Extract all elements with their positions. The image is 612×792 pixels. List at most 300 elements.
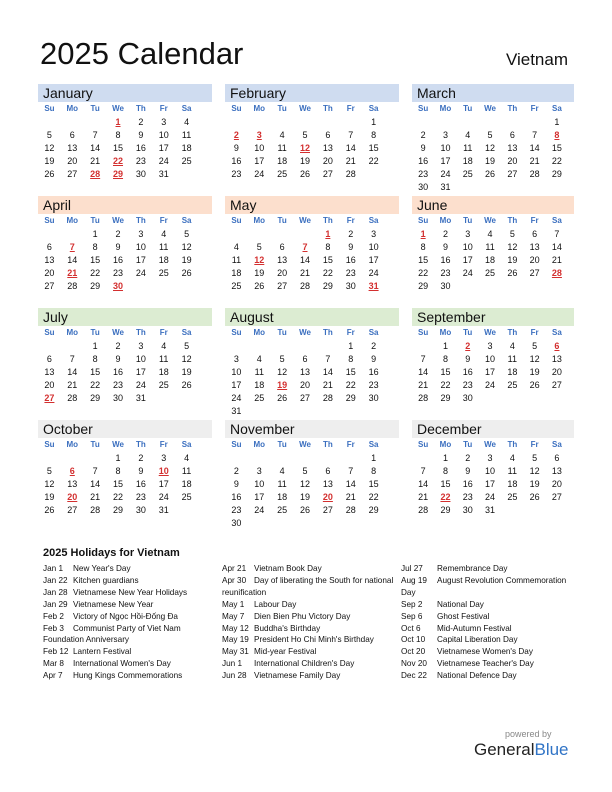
day-cell: 3	[138, 341, 144, 351]
day-cell: 3	[487, 453, 493, 463]
day-cell: 7	[420, 466, 426, 476]
empty-cell	[412, 452, 434, 465]
month-april	[38, 196, 212, 308]
empty-cell	[479, 392, 501, 405]
day-cell: 1	[371, 117, 377, 127]
day-cell: 2	[465, 341, 471, 351]
holiday-item	[222, 623, 397, 635]
day-cell: 15	[418, 255, 429, 265]
day-cell: 29	[418, 281, 429, 291]
day-cell: 3	[161, 453, 167, 463]
day-cell: 27	[44, 393, 55, 403]
day-cell: 20	[300, 380, 311, 390]
day-cell: 28	[418, 505, 429, 515]
day-cell: 29	[368, 505, 379, 515]
day-cell: 21	[529, 156, 540, 166]
weekday-label: Th	[507, 440, 518, 449]
weekday-header	[38, 438, 212, 452]
empty-cell	[316, 517, 339, 530]
day-cell: 28	[67, 393, 78, 403]
month-march	[412, 84, 574, 196]
day-cell: 16	[135, 143, 146, 153]
empty-cell	[61, 452, 84, 465]
weekday-header	[225, 326, 399, 340]
empty-cell	[523, 392, 545, 405]
day-cell: 14	[90, 479, 101, 489]
empty-cell	[316, 452, 339, 465]
day-cell: 28	[300, 281, 311, 291]
empty-cell	[434, 116, 456, 129]
empty-cell	[38, 340, 61, 353]
day-cell: 27	[551, 492, 562, 502]
weekday-label: We	[484, 216, 496, 225]
day-cell: 19	[529, 367, 540, 377]
day-cell: 18	[485, 255, 496, 265]
empty-cell	[271, 340, 294, 353]
day-cell: 7	[92, 466, 98, 476]
day-cell: 4	[279, 466, 285, 476]
week-row	[38, 254, 212, 267]
weekday-label: Sa	[181, 104, 192, 113]
empty-cell	[412, 340, 434, 353]
day-cell: 7	[69, 354, 75, 364]
holiday-item	[222, 670, 397, 682]
weekday-label: Mo	[253, 216, 266, 225]
day-cell: 5	[184, 229, 190, 239]
day-cell: 25	[485, 268, 496, 278]
week-row	[38, 241, 212, 254]
holiday-name: Victory of Ngọc Hồi-Đống Đa	[73, 611, 178, 621]
day-cell: 6	[532, 229, 538, 239]
day-cell: 26	[529, 380, 540, 390]
day-cell: 2	[465, 453, 471, 463]
day-cell: 12	[254, 255, 265, 265]
day-cell: 25	[507, 492, 518, 502]
day-cell: 25	[462, 169, 473, 179]
day-cell: 24	[135, 380, 146, 390]
weekday-label: Su	[231, 328, 242, 337]
holiday-date: Sep 6	[401, 611, 423, 621]
day-cell: 5	[46, 130, 52, 140]
day-cell: 14	[345, 479, 356, 489]
day-cell: 8	[371, 466, 377, 476]
day-cell: 28	[322, 393, 333, 403]
day-cell: 3	[465, 229, 471, 239]
weekday-label: Th	[135, 328, 146, 337]
empty-cell	[339, 517, 362, 530]
day-cell: 16	[231, 156, 242, 166]
day-cell: 23	[113, 268, 124, 278]
holiday-item	[401, 599, 571, 611]
day-cell: 17	[254, 492, 265, 502]
day-cell: 30	[368, 393, 379, 403]
empty-cell	[271, 228, 294, 241]
day-cell: 11	[231, 255, 242, 265]
empty-cell	[38, 452, 61, 465]
holiday-name: Vietnamese Family Day	[254, 671, 341, 681]
day-cell: 5	[256, 242, 262, 252]
empty-cell	[294, 405, 317, 418]
holiday-date: Oct 6	[401, 623, 421, 633]
weekday-label: We	[112, 216, 124, 225]
empty-cell	[38, 228, 61, 241]
day-cell: 2	[233, 466, 239, 476]
day-cell: 7	[554, 229, 560, 239]
empty-cell	[175, 168, 198, 181]
week-row	[225, 168, 399, 181]
day-cell: 3	[138, 229, 144, 239]
day-cell: 3	[487, 341, 493, 351]
day-cell: 26	[277, 393, 288, 403]
holiday-date: Apr 21	[222, 564, 247, 573]
week-row	[412, 129, 574, 142]
weekday-label: Th	[322, 216, 333, 225]
empty-cell	[225, 116, 248, 129]
holiday-item	[43, 670, 218, 682]
day-cell: 6	[69, 130, 75, 140]
day-cell: 6	[279, 242, 285, 252]
day-cell: 13	[44, 367, 55, 377]
day-cell: 4	[465, 130, 471, 140]
weekday-label: Su	[231, 440, 242, 449]
holiday-date: Apr 7	[43, 671, 63, 681]
week-row	[38, 392, 212, 405]
day-cell: 13	[67, 479, 78, 489]
empty-cell	[316, 340, 339, 353]
day-cell: 22	[113, 492, 124, 502]
empty-cell	[248, 405, 271, 418]
day-cell: 27	[529, 268, 540, 278]
weekday-label: We	[484, 328, 496, 337]
day-cell: 14	[551, 242, 562, 252]
day-cell: 5	[302, 466, 308, 476]
powered-by-label: powered by	[505, 729, 552, 739]
holiday-name: Ghost Festival	[437, 611, 490, 621]
week-row	[225, 517, 399, 530]
day-cell: 12	[485, 143, 496, 153]
day-cell: 21	[322, 380, 333, 390]
day-cell: 28	[90, 505, 101, 515]
day-cell: 9	[371, 354, 377, 364]
day-cell: 20	[551, 479, 562, 489]
holiday-item	[401, 658, 571, 670]
day-cell: 7	[532, 130, 538, 140]
holiday-item	[222, 575, 397, 599]
holiday-date: Jun 28	[222, 671, 247, 681]
day-cell: 2	[420, 130, 426, 140]
day-cell: 31	[158, 169, 169, 179]
holiday-date: May 7	[222, 611, 245, 621]
day-cell: 22	[418, 268, 429, 278]
month-september	[412, 308, 574, 420]
day-cell: 29	[90, 281, 101, 291]
month-name: April	[38, 196, 212, 214]
week-row	[412, 142, 574, 155]
month-name: December	[412, 420, 574, 438]
weekday-header	[38, 102, 212, 116]
day-cell: 17	[485, 479, 496, 489]
weekday-label: Mo	[66, 440, 79, 449]
day-cell: 26	[300, 169, 311, 179]
day-cell: 7	[348, 466, 354, 476]
day-cell: 21	[90, 156, 101, 166]
day-cell: 28	[67, 281, 78, 291]
day-cell: 9	[233, 143, 239, 153]
day-cell: 17	[440, 156, 451, 166]
day-cell: 14	[529, 143, 540, 153]
weekday-label: We	[112, 328, 124, 337]
day-cell: 20	[67, 492, 78, 502]
day-cell: 18	[254, 380, 265, 390]
day-cell: 29	[90, 393, 101, 403]
day-cell: 15	[368, 143, 379, 153]
empty-cell	[546, 181, 568, 194]
month-october	[38, 420, 212, 532]
day-cell: 1	[115, 117, 121, 127]
day-cell: 27	[322, 505, 333, 515]
week-row	[38, 491, 212, 504]
weekday-label: Mo	[439, 328, 452, 337]
week-row	[225, 491, 399, 504]
holiday-column	[222, 563, 397, 682]
day-cell: 16	[135, 479, 146, 489]
weekday-label: Fr	[346, 104, 355, 113]
empty-cell	[457, 280, 479, 293]
empty-cell	[546, 280, 568, 293]
week-row	[38, 465, 212, 478]
day-cell: 27	[300, 393, 311, 403]
empty-cell	[316, 116, 339, 129]
empty-cell	[84, 116, 107, 129]
empty-cell	[175, 280, 198, 293]
week-row	[225, 280, 399, 293]
day-cell: 4	[161, 229, 167, 239]
day-cell: 15	[345, 367, 356, 377]
empty-cell	[248, 116, 271, 129]
weekday-label: We	[299, 328, 311, 337]
week-row	[38, 228, 212, 241]
day-cell: 24	[485, 492, 496, 502]
holiday-date: May 1	[222, 599, 245, 609]
day-cell: 6	[46, 242, 52, 252]
week-row	[412, 340, 574, 353]
weekday-label: Tu	[90, 328, 100, 337]
day-cell: 22	[368, 492, 379, 502]
day-cell: 20	[67, 156, 78, 166]
day-cell: 4	[509, 341, 515, 351]
day-cell: 1	[442, 341, 448, 351]
holiday-name: Vietnamese Teacher's Day	[437, 659, 534, 669]
day-cell: 7	[348, 130, 354, 140]
day-cell: 10	[254, 143, 265, 153]
day-cell: 18	[181, 143, 192, 153]
day-cell: 25	[158, 268, 169, 278]
holiday-item	[43, 658, 218, 670]
day-cell: 16	[113, 367, 124, 377]
empty-cell	[479, 181, 501, 194]
week-row	[225, 340, 399, 353]
weekday-header	[38, 326, 212, 340]
day-cell: 9	[115, 242, 121, 252]
empty-cell	[362, 405, 385, 418]
weekday-label: Fr	[159, 216, 168, 225]
day-cell: 12	[300, 143, 311, 153]
brand-part-blue: Blue	[534, 740, 569, 759]
weekday-label: Tu	[277, 216, 287, 225]
week-row	[412, 267, 574, 280]
holiday-item	[222, 563, 397, 575]
day-cell: 14	[345, 143, 356, 153]
month-december	[412, 420, 574, 532]
weekday-label: Sa	[368, 440, 379, 449]
weekday-label: Sa	[552, 440, 562, 449]
day-cell: 13	[44, 255, 55, 265]
day-cell: 14	[90, 143, 101, 153]
day-cell: 3	[233, 354, 239, 364]
day-cell: 9	[233, 479, 239, 489]
day-cell: 17	[158, 479, 169, 489]
holiday-date: May 31	[222, 647, 249, 657]
week-row	[412, 155, 574, 168]
day-cell: 8	[371, 130, 377, 140]
day-cell: 13	[67, 143, 78, 153]
day-cell: 17	[135, 255, 146, 265]
empty-cell	[61, 340, 84, 353]
day-cell: 18	[158, 255, 169, 265]
weekday-label: Fr	[346, 328, 355, 337]
day-cell: 26	[507, 268, 518, 278]
day-cell: 23	[418, 169, 429, 179]
holiday-date: Feb 3	[43, 623, 64, 633]
day-cell: 5	[487, 130, 493, 140]
week-row	[412, 181, 574, 194]
day-cell: 2	[442, 229, 448, 239]
day-cell: 6	[69, 466, 75, 476]
day-cell: 26	[529, 492, 540, 502]
day-cell: 8	[92, 242, 98, 252]
month-name: September	[412, 308, 574, 326]
day-cell: 6	[325, 130, 331, 140]
day-cell: 14	[300, 255, 311, 265]
day-cell: 26	[254, 281, 265, 291]
day-cell: 22	[113, 156, 124, 166]
holiday-item	[222, 658, 397, 670]
day-cell: 24	[485, 380, 496, 390]
day-cell: 18	[277, 156, 288, 166]
weekday-label: Th	[507, 216, 518, 225]
empty-cell	[501, 280, 523, 293]
day-cell: 25	[507, 380, 518, 390]
empty-cell	[339, 452, 362, 465]
day-cell: 16	[418, 156, 429, 166]
day-cell: 28	[345, 169, 356, 179]
holiday-date: May 12	[222, 623, 249, 633]
holiday-item	[401, 623, 571, 635]
empty-cell	[479, 280, 501, 293]
day-cell: 29	[322, 281, 333, 291]
day-cell: 27	[67, 505, 78, 515]
day-cell: 19	[507, 255, 518, 265]
day-cell: 30	[113, 281, 124, 291]
day-cell: 22	[322, 268, 333, 278]
empty-cell	[271, 405, 294, 418]
day-cell: 13	[277, 255, 288, 265]
holiday-item	[43, 611, 218, 623]
day-cell: 10	[368, 242, 379, 252]
month-august	[225, 308, 399, 420]
weekday-label: Su	[418, 216, 429, 225]
day-cell: 5	[509, 229, 515, 239]
empty-cell	[316, 405, 339, 418]
day-cell: 1	[371, 453, 377, 463]
day-cell: 4	[161, 341, 167, 351]
day-cell: 17	[158, 143, 169, 153]
day-cell: 5	[184, 341, 190, 351]
holiday-date: Apr 30	[222, 575, 247, 585]
week-row	[38, 353, 212, 366]
day-cell: 18	[507, 367, 518, 377]
day-cell: 19	[44, 156, 55, 166]
day-cell: 5	[279, 354, 285, 364]
empty-cell	[61, 228, 84, 241]
day-cell: 30	[462, 505, 473, 515]
day-cell: 20	[44, 268, 55, 278]
weekday-label: Th	[135, 104, 146, 113]
week-row	[412, 379, 574, 392]
week-row	[38, 379, 212, 392]
brand-logo[interactable]	[474, 740, 569, 760]
day-cell: 15	[368, 479, 379, 489]
day-cell: 8	[442, 354, 448, 364]
day-cell: 1	[420, 229, 426, 239]
empty-cell	[129, 280, 152, 293]
weekday-label: We	[112, 440, 124, 449]
week-row	[225, 366, 399, 379]
weekday-label: We	[484, 440, 496, 449]
weekday-label: Su	[418, 440, 429, 449]
month-name: October	[38, 420, 212, 438]
holiday-name: Vietnamese Women's Day	[437, 647, 533, 657]
day-cell: 22	[90, 380, 101, 390]
day-cell: 19	[254, 268, 265, 278]
day-cell: 29	[345, 393, 356, 403]
day-cell: 8	[115, 130, 121, 140]
day-cell: 22	[90, 268, 101, 278]
day-cell: 26	[44, 505, 55, 515]
empty-cell	[546, 392, 568, 405]
day-cell: 22	[440, 380, 451, 390]
weekday-label: Tu	[277, 104, 287, 113]
day-cell: 29	[440, 393, 451, 403]
weekday-label: Mo	[66, 328, 79, 337]
holiday-date: Jan 22	[43, 575, 68, 585]
day-cell: 16	[231, 492, 242, 502]
holiday-name: Capital Liberation Day	[437, 635, 518, 645]
weekday-label: Sa	[181, 328, 192, 337]
country-label: Vietnam	[505, 50, 568, 69]
month-name: November	[225, 420, 399, 438]
day-cell: 11	[159, 242, 169, 252]
weekday-label: Su	[44, 440, 55, 449]
month-name: August	[225, 308, 399, 326]
day-cell: 26	[181, 380, 192, 390]
holiday-column	[401, 563, 571, 682]
day-cell: 28	[418, 393, 429, 403]
holiday-name: Mid-year Festival	[254, 647, 317, 657]
day-cell: 5	[302, 130, 308, 140]
week-row	[412, 392, 574, 405]
holiday-name: National Defence Day	[437, 671, 517, 681]
